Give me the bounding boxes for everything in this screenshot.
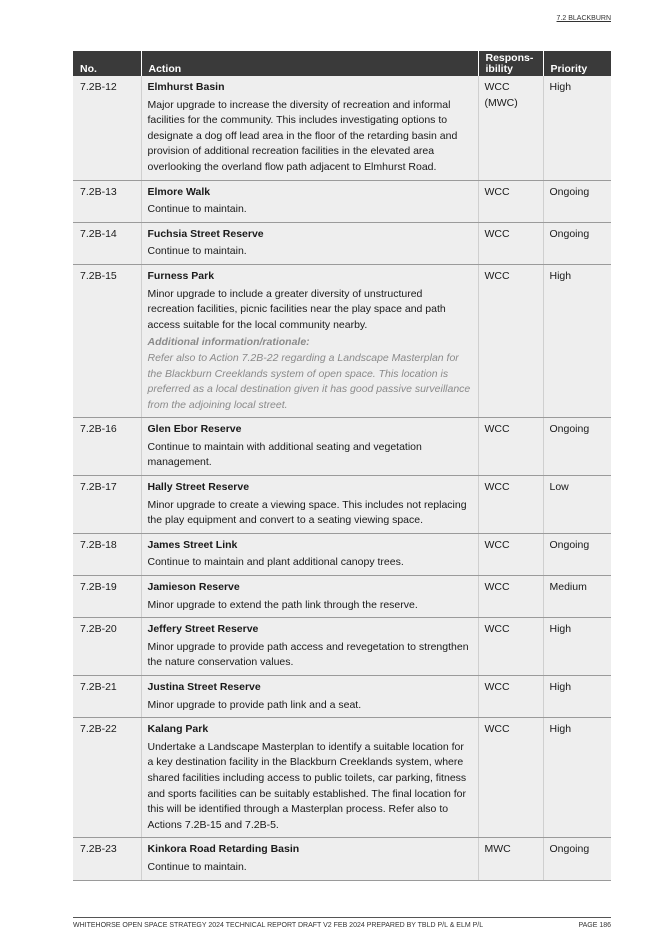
- action-number: 7.2B-22: [73, 718, 141, 838]
- action-name: Furness Park: [147, 269, 215, 282]
- priority: High: [543, 618, 611, 676]
- table-header-row: [73, 51, 611, 76]
- action-number: 7.2B-23: [73, 838, 141, 880]
- responsibility: WCC: [478, 718, 543, 838]
- action-cell: [141, 618, 478, 676]
- action-cell: [141, 222, 478, 264]
- responsibility: WCC: [478, 533, 543, 575]
- responsibility: WCC: [478, 418, 543, 476]
- action-cell: [141, 180, 478, 222]
- action-name: Justina Street Reserve: [147, 681, 261, 693]
- action-cell: [141, 418, 478, 476]
- responsibility: WCC: [478, 222, 543, 264]
- table-row: [73, 576, 611, 618]
- action-number: 7.2B-19: [73, 576, 141, 618]
- priority: High: [543, 718, 611, 838]
- table-row: [73, 676, 611, 718]
- priority: Low: [543, 476, 611, 534]
- footer-text: WHITEHORSE OPEN SPACE STRATEGY 2024 TECHNICAL REPORT DRAFT V2 FEB 2024 PREPARED BY TBLD P/L & ELM P/L: [73, 922, 484, 929]
- column-header-responsibility: Respons- ibility: [478, 51, 543, 76]
- action-name: Kalang Park: [147, 723, 209, 736]
- action-number: 7.2B-13: [73, 180, 141, 222]
- action-cell: [141, 718, 478, 838]
- action-name: Kinkora Road Retarding Basin: [147, 843, 300, 856]
- column-header-no: No.: [73, 51, 141, 76]
- responsibility: WCC: [478, 576, 543, 618]
- action-name: Elmhurst Basin: [147, 81, 225, 93]
- action-cell: [141, 76, 478, 180]
- action-description: Undertake a Landscape Masterplan to identify a suitable location for a key destination facility in the Blackburn Creeklands system, where shared facilities including access to public toilets, car parking, fitness and sports facilities can be suitably established. The final location for this will be identified through a Masterplan process. Refer also to Actions 7.2B-15 and 7.2B-5.: [147, 740, 467, 831]
- action-number: 7.2B-14: [73, 222, 141, 264]
- priority: High: [543, 676, 611, 718]
- table-row: [73, 476, 611, 534]
- action-number: 7.2B-21: [73, 676, 141, 718]
- page-number: PAGE 186: [578, 922, 611, 929]
- action-description: Major upgrade to increase the diversity of recreation and informal facilities for the community. This includes investigating options to designate a dog off lead area in the floor of the retarding basin and provision of additional recreation facilities in the elevated area overlooking the overland flow path adjacent to Elmhurst Road.: [147, 98, 458, 173]
- action-number: 7.2B-20: [73, 618, 141, 676]
- priority: Ongoing: [543, 418, 611, 476]
- action-description: Continue to maintain.: [147, 860, 247, 873]
- action-rationale-heading: Additional information/rationale:: [147, 336, 310, 349]
- column-header-action: Action: [141, 51, 478, 76]
- action-description: Minor upgrade to extend the path link through the reserve.: [147, 598, 418, 611]
- action-name: Jeffery Street Reserve: [147, 623, 259, 636]
- priority: Ongoing: [543, 838, 611, 880]
- action-description: Continue to maintain and plant additional canopy trees.: [147, 556, 404, 569]
- action-description: Minor upgrade to include a greater diversity of unstructured recreation facilities, picnic facilities near the play space and path access suitable for the local community nearby.: [147, 287, 446, 331]
- action-cell: [141, 576, 478, 618]
- responsibility: WCC: [478, 676, 543, 718]
- priority: Ongoing: [543, 222, 611, 264]
- action-name: James Street Link: [147, 538, 238, 551]
- column-header-priority: Priority: [543, 51, 611, 76]
- action-description: Minor upgrade to provide path access and revegetation to strengthen the nature conservation values.: [147, 640, 469, 669]
- table-row: [73, 264, 611, 417]
- action-number: 7.2B-16: [73, 418, 141, 476]
- action-description: Minor upgrade to provide path link and a seat.: [147, 698, 362, 711]
- action-description: Continue to maintain.: [147, 245, 247, 258]
- action-cell: [141, 264, 478, 417]
- responsibility: MWC: [478, 838, 543, 880]
- action-description: Minor upgrade to create a viewing space. This includes not replacing the play equipment and convert to a seating viewing space.: [147, 498, 467, 527]
- table-row: [73, 180, 611, 222]
- action-cell: [141, 533, 478, 575]
- actions-table: [73, 51, 611, 881]
- action-name: Hally Street Reserve: [147, 481, 250, 494]
- responsibility: WCC: [478, 264, 543, 417]
- action-number: 7.2B-17: [73, 476, 141, 534]
- action-rationale: Refer also to Action 7.2B-22 regarding a Landscape Masterplan for the Blackburn Creeklands system of open space. This location is preferred as a local destination given it has good passive surveillance from the adjoining local street.: [147, 351, 471, 411]
- action-number: 7.2B-15: [73, 264, 141, 417]
- responsibility: WCC: [478, 618, 543, 676]
- page-footer: [73, 922, 611, 929]
- priority: High: [543, 264, 611, 417]
- table-row: [73, 418, 611, 476]
- table-row: [73, 533, 611, 575]
- responsibility: WCC: [478, 476, 543, 534]
- action-description: Continue to maintain with additional seating and vegetation management.: [147, 440, 422, 469]
- action-number: 7.2B-18: [73, 533, 141, 575]
- priority: Ongoing: [543, 180, 611, 222]
- action-cell: [141, 676, 478, 718]
- table-row: [73, 838, 611, 880]
- action-name: Glen Ebor Reserve: [147, 423, 242, 436]
- responsibility: WCC (MWC): [478, 76, 543, 180]
- priority: Medium: [543, 576, 611, 618]
- action-description: Continue to maintain.: [147, 203, 247, 216]
- action-name: Elmore Walk: [147, 185, 211, 198]
- footer-rule: [73, 917, 611, 918]
- action-name: Jamieson Reserve: [147, 581, 240, 594]
- running-head: 7.2 BLACKBURN: [556, 15, 611, 22]
- priority: Ongoing: [543, 533, 611, 575]
- responsibility: WCC: [478, 180, 543, 222]
- table-row: [73, 76, 611, 180]
- action-cell: [141, 476, 478, 534]
- table-row: [73, 618, 611, 676]
- table-row: [73, 718, 611, 838]
- action-name: Fuchsia Street Reserve: [147, 227, 264, 240]
- table-row: [73, 222, 611, 264]
- action-cell: [141, 838, 478, 880]
- priority: High: [543, 76, 611, 180]
- action-number: 7.2B-12: [73, 76, 141, 180]
